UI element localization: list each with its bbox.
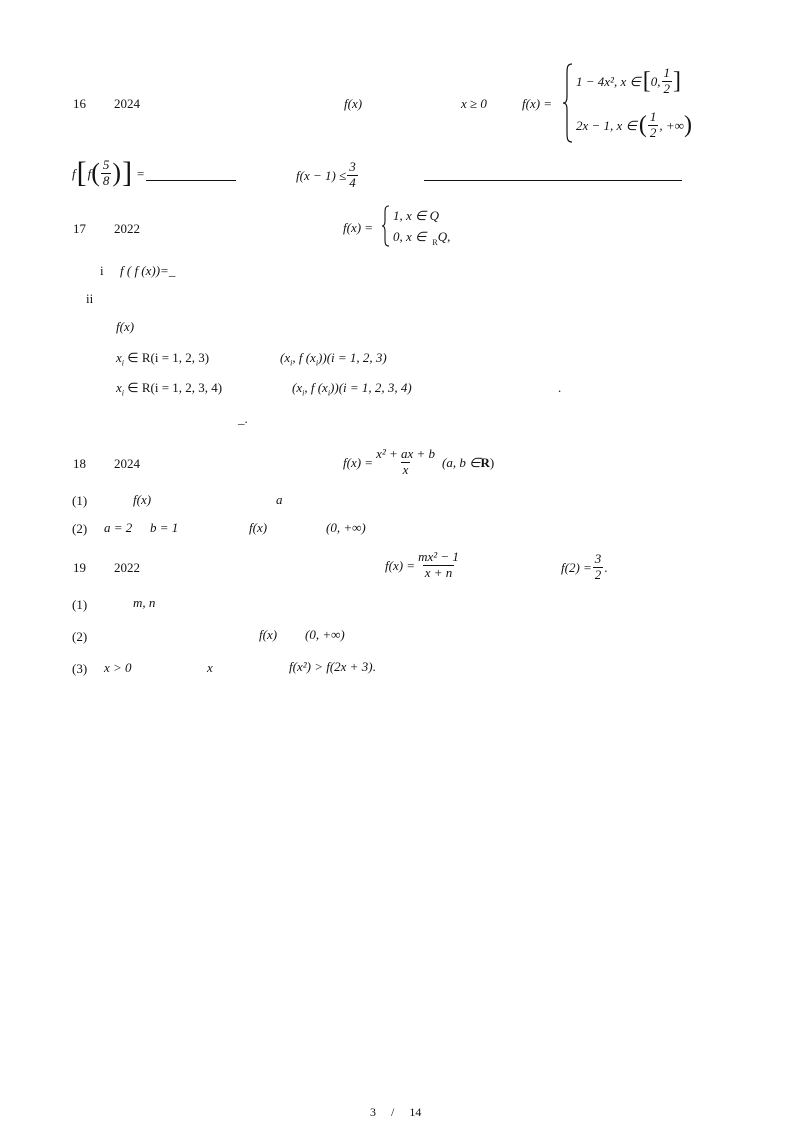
condition: ∈ R(i = 1, 2, 3, 4) bbox=[124, 380, 223, 395]
left-bracket: [ bbox=[76, 156, 87, 190]
real-set: R bbox=[480, 454, 490, 470]
right-bracket: ] bbox=[673, 68, 682, 95]
var-x: x bbox=[207, 660, 213, 675]
period: . bbox=[604, 559, 608, 575]
left-brace-icon bbox=[562, 62, 574, 144]
var-x: x bbox=[116, 350, 122, 365]
point-set-2 bbox=[292, 381, 412, 398]
subscript: i bbox=[121, 358, 125, 368]
condition: ∈ R(i = 1, 2, 3) bbox=[124, 350, 210, 365]
given-condition bbox=[561, 552, 608, 583]
fraction-three-halves bbox=[593, 552, 604, 583]
inequality bbox=[296, 160, 359, 191]
inner-f: f bbox=[87, 165, 92, 181]
inequality-lhs: f(x − 1) ≤ bbox=[296, 167, 347, 183]
condition-line-1 bbox=[116, 351, 209, 368]
question-year: 2022 bbox=[114, 560, 140, 575]
interval: (0, +∞) bbox=[305, 627, 345, 642]
fraction-three-quarters bbox=[347, 160, 358, 191]
parameter-condition: (a, b ∈ bbox=[442, 454, 481, 470]
function-definition bbox=[343, 447, 494, 478]
condition-lhs: f(2) = bbox=[561, 559, 592, 575]
part-label: ii bbox=[86, 291, 94, 306]
part-label: i bbox=[100, 263, 104, 278]
right-paren: ) bbox=[112, 158, 122, 188]
answer-blank[interactable] bbox=[146, 180, 236, 181]
point-open: (x bbox=[280, 350, 291, 365]
case-2-expr: 2x − 1, x ∈ bbox=[576, 117, 637, 133]
frac-den: 2 bbox=[594, 566, 602, 582]
question-number: 17 bbox=[73, 221, 86, 236]
period: . bbox=[372, 659, 376, 674]
left-brace-icon bbox=[381, 205, 391, 247]
point-close: ))(i = 1, 2, 3) bbox=[318, 350, 387, 365]
frac-den: 2 bbox=[649, 124, 657, 140]
part-label: (3) bbox=[72, 661, 88, 676]
function-definition bbox=[385, 550, 462, 581]
right-bracket: ] bbox=[122, 156, 133, 190]
piecewise-lhs: f(x) = bbox=[522, 96, 553, 111]
question-year: 2024 bbox=[114, 456, 140, 471]
subscript: i bbox=[327, 388, 331, 398]
point-open: (x bbox=[292, 380, 303, 395]
condition: x > 0 bbox=[104, 660, 132, 675]
answer-blank[interactable] bbox=[424, 180, 682, 181]
inequality bbox=[289, 660, 376, 673]
part-label: (2) bbox=[72, 629, 88, 644]
function-name: f(x) bbox=[249, 520, 268, 535]
frac-num: mx² − 1 bbox=[418, 549, 459, 564]
case-2-expr: 0, x ∈ bbox=[393, 229, 427, 244]
rational-fraction bbox=[416, 550, 461, 581]
point-mid: , f (x bbox=[292, 350, 316, 365]
frac-den: 2 bbox=[663, 80, 671, 96]
subscript: i bbox=[290, 358, 293, 368]
subscript: i bbox=[315, 358, 319, 368]
complement-sub: R bbox=[432, 237, 438, 247]
point-close: ))(i = 1, 2, 3, 4) bbox=[330, 380, 412, 395]
current-page: 3 bbox=[370, 1105, 376, 1119]
unknowns: m, n bbox=[133, 595, 156, 610]
fraction-half bbox=[648, 110, 659, 141]
frac-num: 3 bbox=[594, 551, 602, 566]
set-q: Q bbox=[437, 229, 448, 244]
page-separator: / bbox=[391, 1105, 395, 1119]
value-b: b = 1 bbox=[150, 520, 179, 535]
frac-den: 8 bbox=[102, 172, 110, 188]
function-name: f(x) bbox=[116, 319, 135, 334]
subscript: i bbox=[302, 388, 305, 398]
part-label: (1) bbox=[72, 597, 88, 612]
interval-left: 0, bbox=[650, 73, 661, 89]
question-year: 2022 bbox=[114, 221, 140, 236]
subscript: i bbox=[121, 388, 125, 398]
question-number: 16 bbox=[73, 96, 86, 111]
frac-num: 5 bbox=[102, 157, 110, 172]
function-lhs: f(x) = bbox=[385, 557, 416, 573]
total-pages: 14 bbox=[409, 1105, 422, 1119]
function-name: f(x) bbox=[133, 492, 152, 507]
outer-f: f bbox=[72, 165, 76, 181]
fraction-five-eighths bbox=[101, 158, 112, 189]
function-lhs: f(x) = bbox=[343, 454, 374, 470]
frac-den: 4 bbox=[349, 174, 356, 190]
frac-den: x bbox=[402, 461, 409, 477]
inequality-expr: f(x²) > f(2x + 3) bbox=[289, 659, 373, 674]
part-label: (1) bbox=[72, 493, 88, 508]
equals-sign: = bbox=[136, 165, 145, 181]
paren-close: ) bbox=[489, 454, 495, 470]
param-a: a bbox=[276, 492, 283, 507]
frac-num: 1 bbox=[663, 65, 671, 80]
left-paren: ( bbox=[638, 112, 647, 139]
interval-right: , +∞ bbox=[659, 117, 684, 133]
left-paren: ( bbox=[91, 158, 100, 188]
right-paren: ) bbox=[683, 112, 692, 139]
part-i-expression: f ( f (x))=_ bbox=[120, 263, 176, 278]
case-1: 1, x ∈ Q bbox=[393, 208, 439, 223]
point-set-1 bbox=[280, 351, 387, 368]
page-number bbox=[370, 1106, 421, 1118]
case-1-expr: 1 − 4x², x ∈ bbox=[576, 73, 641, 89]
case-2 bbox=[393, 230, 450, 247]
question-number: 19 bbox=[73, 560, 86, 575]
interval: (0, +∞) bbox=[326, 520, 366, 535]
part-label: (2) bbox=[72, 521, 88, 536]
frac-num: 3 bbox=[349, 159, 356, 174]
frac-den: x + n bbox=[424, 564, 453, 580]
period: . bbox=[558, 380, 562, 395]
domain-condition: x ≥ 0 bbox=[461, 96, 487, 111]
case-1 bbox=[576, 66, 681, 97]
piecewise-lhs: f(x) = bbox=[343, 220, 374, 235]
comma: , bbox=[447, 229, 451, 244]
frac-num: 1 bbox=[649, 109, 657, 124]
rational-fraction bbox=[374, 447, 437, 478]
question-number: 18 bbox=[73, 456, 86, 471]
function-name: f(x) bbox=[259, 627, 278, 642]
value-a: a = 2 bbox=[104, 520, 133, 535]
question-year: 2024 bbox=[114, 96, 140, 111]
left-bracket: [ bbox=[642, 68, 651, 95]
answer-blank-end[interactable]: _. bbox=[238, 411, 248, 426]
case-2 bbox=[576, 110, 692, 141]
frac-num: x² + ax + b bbox=[376, 446, 436, 461]
fraction-half bbox=[662, 66, 673, 97]
condition-line-2 bbox=[116, 381, 222, 398]
var-x: x bbox=[116, 380, 122, 395]
composite-expression bbox=[72, 158, 145, 189]
function-name: f(x) bbox=[344, 96, 363, 111]
point-mid: , f (x bbox=[304, 380, 328, 395]
